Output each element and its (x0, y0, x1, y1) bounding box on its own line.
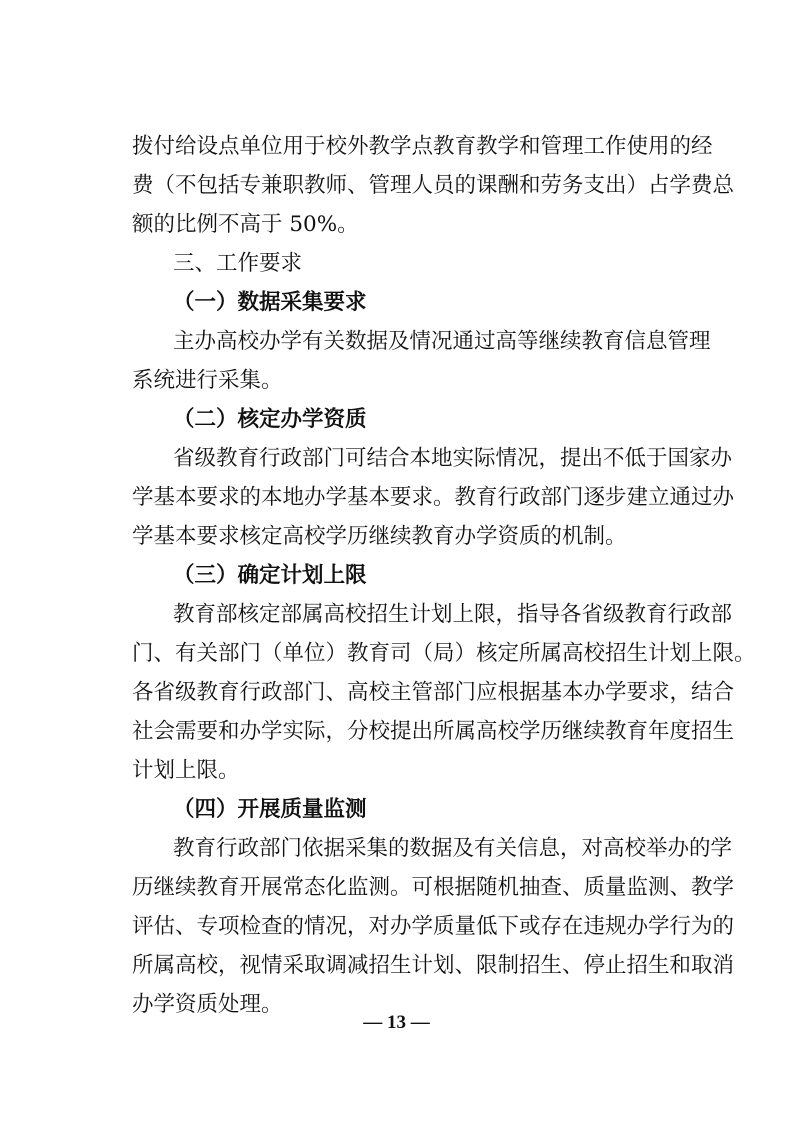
text-line: 费（不包括专兼职教师、管理人员的课酬和劳务支出）占学费总 (132, 173, 735, 198)
text-line: 计划上限。 (132, 758, 240, 783)
text-line: 办学资质处理。 (132, 992, 283, 1017)
text-line: 学基本要求核定高校学历继续教育办学资质的机制。 (132, 524, 627, 549)
text-line: 系统进行采集。 (132, 368, 283, 393)
text-line: 历继续教育开展常态化监测。可根据随机抽查、质量监测、教学 (132, 875, 735, 900)
text-line: 教育行政部门依据采集的数据及有关信息，对高校举办的学 (173, 836, 733, 861)
text-line: 门、有关部门（单位）教育司（局）核定所属高校招生计划上限。 (132, 641, 756, 666)
text-line: 拨付给设点单位用于校外教学点教育教学和管理工作使用的经 (132, 134, 713, 159)
subsection-title: （二）核定办学资质 (173, 407, 367, 432)
text-line: 教育部核定部属高校招生计划上限，指导各省级教育行政部 (173, 602, 733, 627)
subsection-title: （四）开展质量监测 (173, 797, 367, 822)
text-line: 各省级教育行政部门、高校主管部门应根据基本办学要求，结合 (132, 680, 735, 705)
subsection-title: （三）确定计划上限 (173, 563, 367, 588)
text-line: 额的比例不高于 50%。 (132, 212, 359, 237)
text-line: 学基本要求的本地办学基本要求。教育行政部门逐步建立通过办 (132, 485, 735, 510)
text-line: 评估、专项检查的情况，对办学质量低下或存在违规办学行为的 (132, 914, 735, 939)
section-title: 三、工作要求 (173, 251, 303, 276)
subsection-title: （一）数据采集要求 (173, 290, 367, 315)
text-line: 所属高校，视情采取调减招生计划、限制招生、停止招生和取消 (132, 953, 735, 978)
text-line: 主办高校办学有关数据及情况通过高等继续教育信息管理 (173, 329, 711, 354)
page-number: — 13 — (363, 1012, 430, 1033)
text-line: 社会需要和办学实际，分校提出所属高校学历继续教育年度招生 (132, 719, 735, 744)
text-line: 省级教育行政部门可结合本地实际情况，提出不低于国家办 (173, 446, 733, 471)
